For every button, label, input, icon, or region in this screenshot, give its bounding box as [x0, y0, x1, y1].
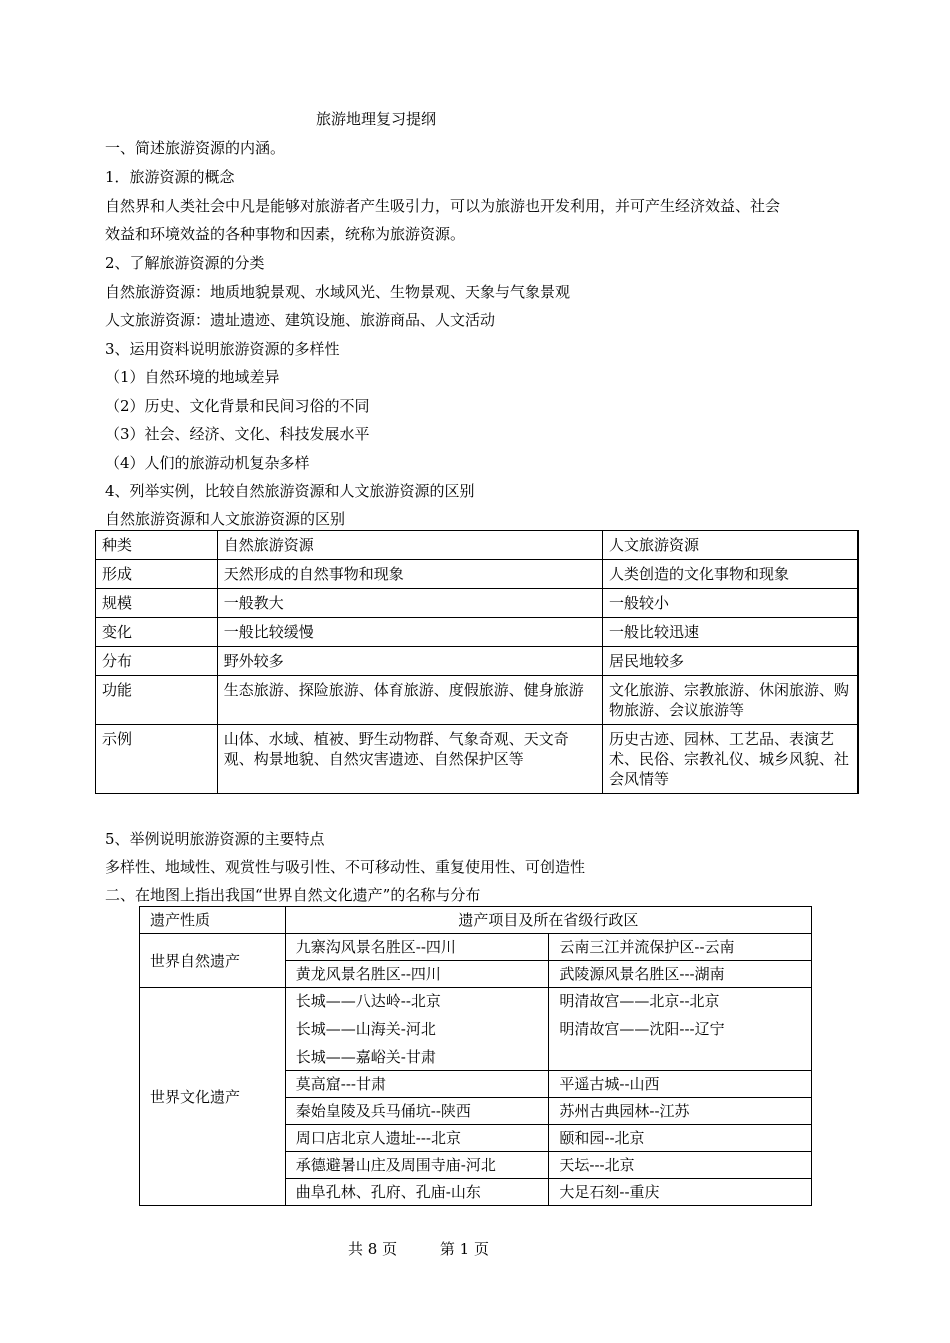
table-cell: 云南三江并流保护区--云南 — [549, 934, 812, 961]
cell-line: 长城——八达岭--北京 — [295, 992, 441, 1010]
cell-line: 长城——嘉峪关-甘肃 — [295, 1048, 436, 1066]
table-row — [96, 589, 859, 618]
total-pages: 共 8 页 — [348, 1240, 398, 1258]
table-cell: 秦始皇陵及兵马俑坑--陕西 — [285, 1098, 549, 1125]
table-cell: 文化旅游、宗教旅游、休闲旅游、购物旅游、会议旅游等 — [602, 676, 858, 725]
subheading-1-3: 3、运用资料说明旅游资源的多样性 — [105, 340, 340, 358]
table-row — [140, 988, 812, 1071]
comparison-table — [95, 530, 859, 794]
category-cell-natural: 世界自然遗产 — [140, 934, 286, 988]
table-cell: 天然形成的自然事物和现象 — [217, 560, 602, 589]
table-row — [96, 618, 859, 647]
subheading-1-4: 4、列举实例，比较自然旅游资源和人文旅游资源的区别 — [105, 482, 475, 500]
table-cell: 形成 — [96, 560, 218, 589]
table-cell: 一般比较缓慢 — [217, 618, 602, 647]
cell-line: 长城——山海关-河北 — [295, 1020, 436, 1038]
table-cell: 大足石刻--重庆 — [549, 1179, 812, 1206]
table-header-row — [140, 907, 812, 934]
table-header-row — [96, 531, 859, 560]
table-cell: 一般比较迅速 — [602, 618, 858, 647]
category-cell-cultural: 世界文化遗产 — [140, 988, 286, 1206]
list-item: （1）自然环境的地域差异 — [105, 368, 280, 386]
heritage-table — [139, 906, 812, 1206]
table-row — [96, 560, 859, 589]
table-cell: 天坛---北京 — [549, 1152, 812, 1179]
paragraph-line: 效益和环境效益的各种事物和因素，统称为旅游资源。 — [105, 225, 466, 243]
subheading-1-1: 1．旅游资源的概念 — [105, 168, 235, 186]
table-cell: 历史古迹、园林、工艺品、表演艺术、民俗、宗教礼仪、城乡风貌、社会风情等 — [602, 725, 858, 794]
table-cell: 一般较小 — [602, 589, 858, 618]
heading-1: 一、简述旅游资源的内涵。 — [105, 139, 286, 157]
table-cell: 示例 — [96, 725, 218, 794]
list-item: （2）历史、文化背景和民间习俗的不同 — [105, 397, 370, 415]
table-cell: 九寨沟风景名胜区--四川 — [285, 934, 549, 961]
table-cell: 规模 — [96, 589, 218, 618]
table-cell: 山体、水域、植被、野生动物群、气象奇观、天文奇观、构景地貌、自然灾害遗迹、自然保护区等 — [217, 725, 602, 794]
table-cell — [285, 988, 549, 1071]
table-cell: 自然旅游资源 — [217, 531, 602, 560]
table-cell: 一般教大 — [217, 589, 602, 618]
paragraph-line: 人文旅游资源：遗址遗迹、建筑设施、旅游商品、人文活动 — [105, 311, 496, 329]
table-caption: 自然旅游资源和人文旅游资源的区别 — [105, 510, 346, 528]
cell-line: 明清故宫——沈阳---辽宁 — [559, 1020, 725, 1038]
table-cell: 苏州古典园林--江苏 — [549, 1098, 812, 1125]
paragraph-line: 多样性、地域性、观赏性与吸引性、不可移动性、重复使用性、可创造性 — [105, 858, 586, 876]
table-cell: 功能 — [96, 676, 218, 725]
table-row — [96, 676, 859, 725]
table-cell: 颐和园--北京 — [549, 1125, 812, 1152]
current-page: 第 1 页 — [439, 1240, 489, 1258]
table-cell: 平遥古城--山西 — [549, 1071, 812, 1098]
list-item: （3）社会、经济、文化、科技发展水平 — [105, 425, 370, 443]
table-cell: 曲阜孔林、孔府、孔庙-山东 — [285, 1179, 549, 1206]
heading-2: 二、在地图上指出我国“世界自然文化遗产”的名称与分布 — [105, 886, 481, 904]
table-cell: 承德避暑山庄及周围寺庙-河北 — [285, 1152, 549, 1179]
table-row — [96, 725, 859, 794]
table-cell: 周口店北京人遗址---北京 — [285, 1125, 549, 1152]
table-row — [96, 647, 859, 676]
table-row — [140, 934, 812, 961]
paragraph-line: 自然界和人类社会中凡是能够对旅游者产生吸引力，可以为旅游也开发利用，并可产生经济效益、社会 — [105, 197, 781, 215]
table-cell: 居民地较多 — [602, 647, 858, 676]
cell-line: 明清故宫——北京--北京 — [559, 992, 720, 1010]
table-cell: 莫高窟---甘肃 — [285, 1071, 549, 1098]
paragraph-line: 自然旅游资源：地质地貌景观、水域风光、生物景观、天象与气象景观 — [105, 283, 571, 301]
table-cell: 变化 — [96, 618, 218, 647]
table-cell: 生态旅游、探险旅游、体育旅游、度假旅游、健身旅游 — [217, 676, 602, 725]
table-cell — [549, 988, 812, 1071]
table-cell: 种类 — [96, 531, 218, 560]
subheading-1-5: 5、举例说明旅游资源的主要特点 — [105, 830, 325, 848]
table-cell: 人文旅游资源 — [602, 531, 858, 560]
table-cell: 遗产性质 — [140, 907, 286, 934]
subheading-1-2: 2、了解旅游资源的分类 — [105, 254, 265, 272]
table-cell: 分布 — [96, 647, 218, 676]
list-item: （4）人们的旅游动机复杂多样 — [105, 454, 310, 472]
table-cell: 人类创造的文化事物和现象 — [602, 560, 858, 589]
table-cell: 黄龙风景名胜区--四川 — [285, 961, 549, 988]
document-title: 旅游地理复习提纲 — [316, 110, 437, 128]
page-footer — [348, 1238, 527, 1259]
table-cell: 武陵源风景名胜区---湖南 — [549, 961, 812, 988]
table-cell: 遗产项目及所在省级行政区 — [285, 907, 811, 934]
table-cell: 野外较多 — [217, 647, 602, 676]
